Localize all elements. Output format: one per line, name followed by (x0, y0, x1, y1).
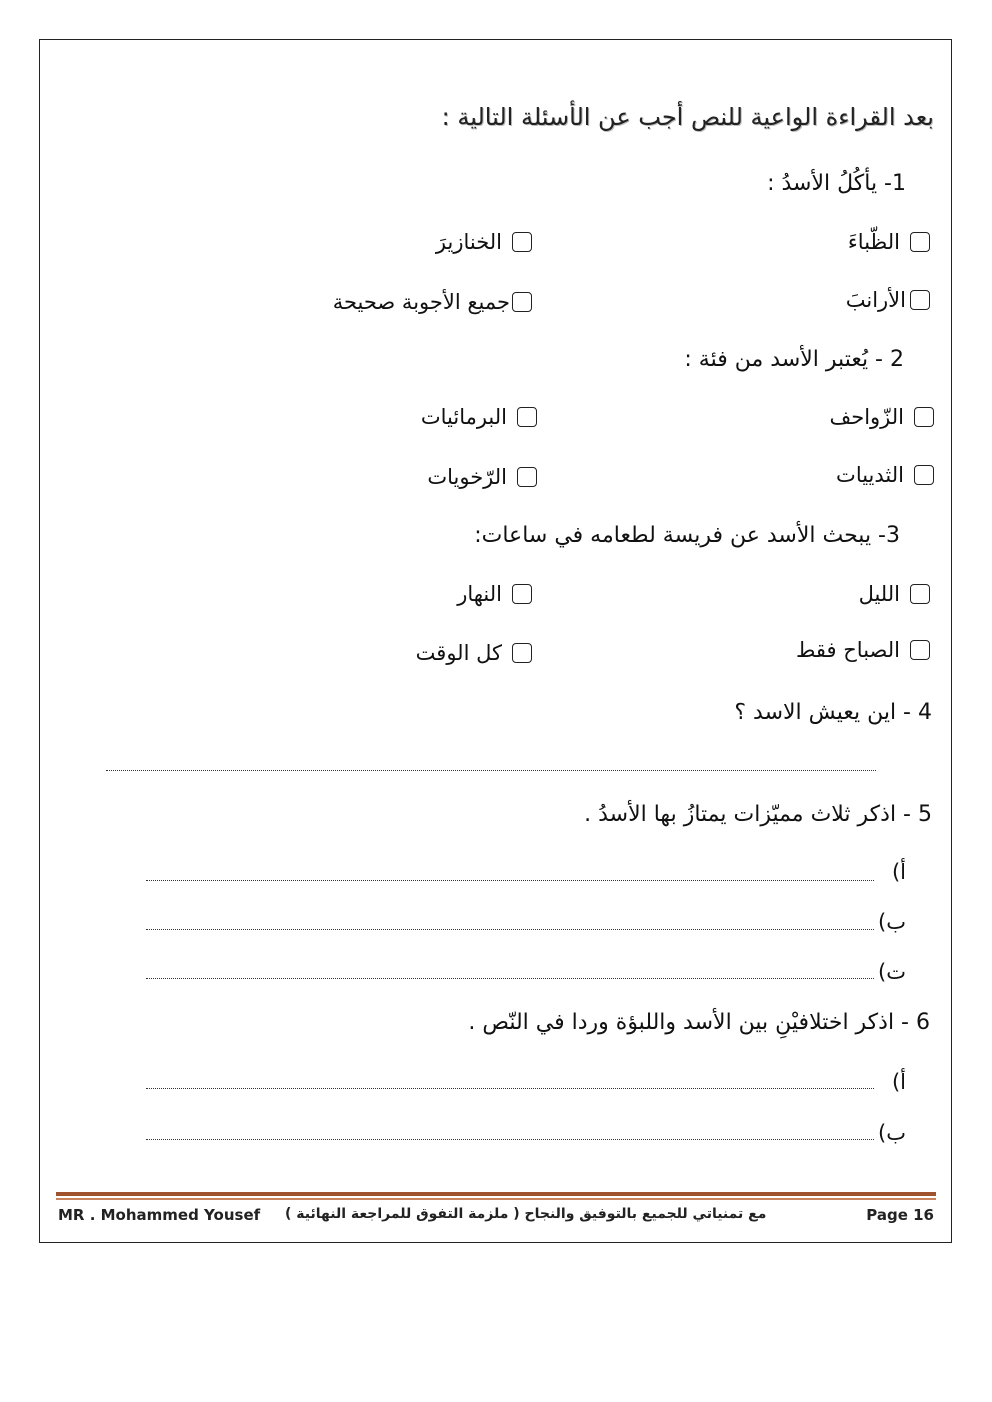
question-6: 6 - اذكر اختلافيْنِ بين الأسد واللبؤة وردا في النّص . (468, 1010, 930, 1035)
option-label: الصباح فقط (795, 638, 900, 662)
option-label: الزّواحف (829, 405, 904, 429)
footer-author: MR . Mohammed Yousef (58, 1206, 261, 1224)
q5-letter-t: ت) (878, 960, 906, 984)
checkbox[interactable] (512, 643, 532, 663)
q5-letter-b: ب) (878, 910, 906, 934)
answer-line-q5-a[interactable] (146, 880, 874, 881)
checkbox[interactable] (512, 232, 532, 252)
footer-rule-light (56, 1198, 936, 1200)
footer-page-number: Page 16 (866, 1206, 934, 1224)
question-3: 3- يبحث الأسد عن فريسة لطعامه في ساعات: (474, 523, 900, 548)
q6-letter-a: أ) (891, 1070, 906, 1094)
answer-line-q6-a[interactable] (146, 1088, 874, 1089)
q1-option-2[interactable] (436, 230, 532, 254)
question-2: 2 - يُعتبر الأسد من فئة : (684, 347, 904, 372)
q2-option-3[interactable] (836, 463, 934, 487)
option-label: كل الوقت (415, 641, 502, 665)
option-label: الأرانبَ (845, 288, 906, 312)
q5-letter-a: أ) (891, 860, 906, 884)
checkbox[interactable] (517, 407, 537, 427)
checkbox[interactable] (512, 584, 532, 604)
option-label: الرّخويات (427, 465, 507, 489)
q2-option-1[interactable] (829, 405, 934, 429)
checkbox[interactable] (512, 292, 532, 312)
option-label: النهار (457, 582, 502, 606)
option-label: البرمائيات (420, 405, 507, 429)
q1-option-3[interactable] (846, 288, 930, 312)
checkbox[interactable] (910, 584, 930, 604)
checkbox[interactable] (914, 465, 934, 485)
q6-letter-b: ب) (878, 1121, 906, 1145)
question-5: 5 - اذكر ثلاث مميّزات يمتازُ بها الأسدُ . (584, 802, 932, 827)
q1-option-1[interactable] (848, 230, 930, 254)
question-4: 4 - اين يعيش الاسد ؟ (734, 700, 932, 725)
checkbox[interactable] (910, 640, 930, 660)
option-label: جميع الأجوبة صحيحة (332, 290, 510, 314)
answer-line-q5-t[interactable] (146, 978, 874, 979)
answer-line-q4[interactable] (106, 770, 876, 771)
q2-option-2[interactable] (421, 405, 537, 429)
q3-option-2[interactable] (457, 582, 532, 606)
q2-option-4[interactable] (427, 465, 537, 489)
option-label: الظّباءَ (847, 230, 900, 254)
q3-option-1[interactable] (859, 582, 930, 606)
checkbox[interactable] (517, 467, 537, 487)
question-1: 1- يأكُلُ الأسدُ : (767, 171, 906, 196)
option-label: الليل (858, 582, 900, 606)
instructions-heading: بعد القراءة الواعية للنص أجب عن الأسئلة التالية : (441, 103, 934, 131)
checkbox[interactable] (910, 232, 930, 252)
answer-line-q5-b[interactable] (146, 929, 874, 930)
footer-center: مع تمنياتي للجميع بالتوفيق والنجاح ( ملزمة التفوق للمراجعة النهائية ) (285, 1206, 767, 1222)
q1-option-4[interactable] (333, 290, 532, 314)
q3-option-4[interactable] (416, 641, 532, 665)
answer-line-q6-b[interactable] (146, 1139, 874, 1140)
option-label: الخنازيرَ (435, 230, 502, 254)
q3-option-3[interactable] (796, 638, 930, 662)
checkbox[interactable] (914, 407, 934, 427)
checkbox[interactable] (910, 290, 930, 310)
footer-rule (56, 1192, 936, 1196)
option-label: الثدييات (836, 463, 904, 487)
